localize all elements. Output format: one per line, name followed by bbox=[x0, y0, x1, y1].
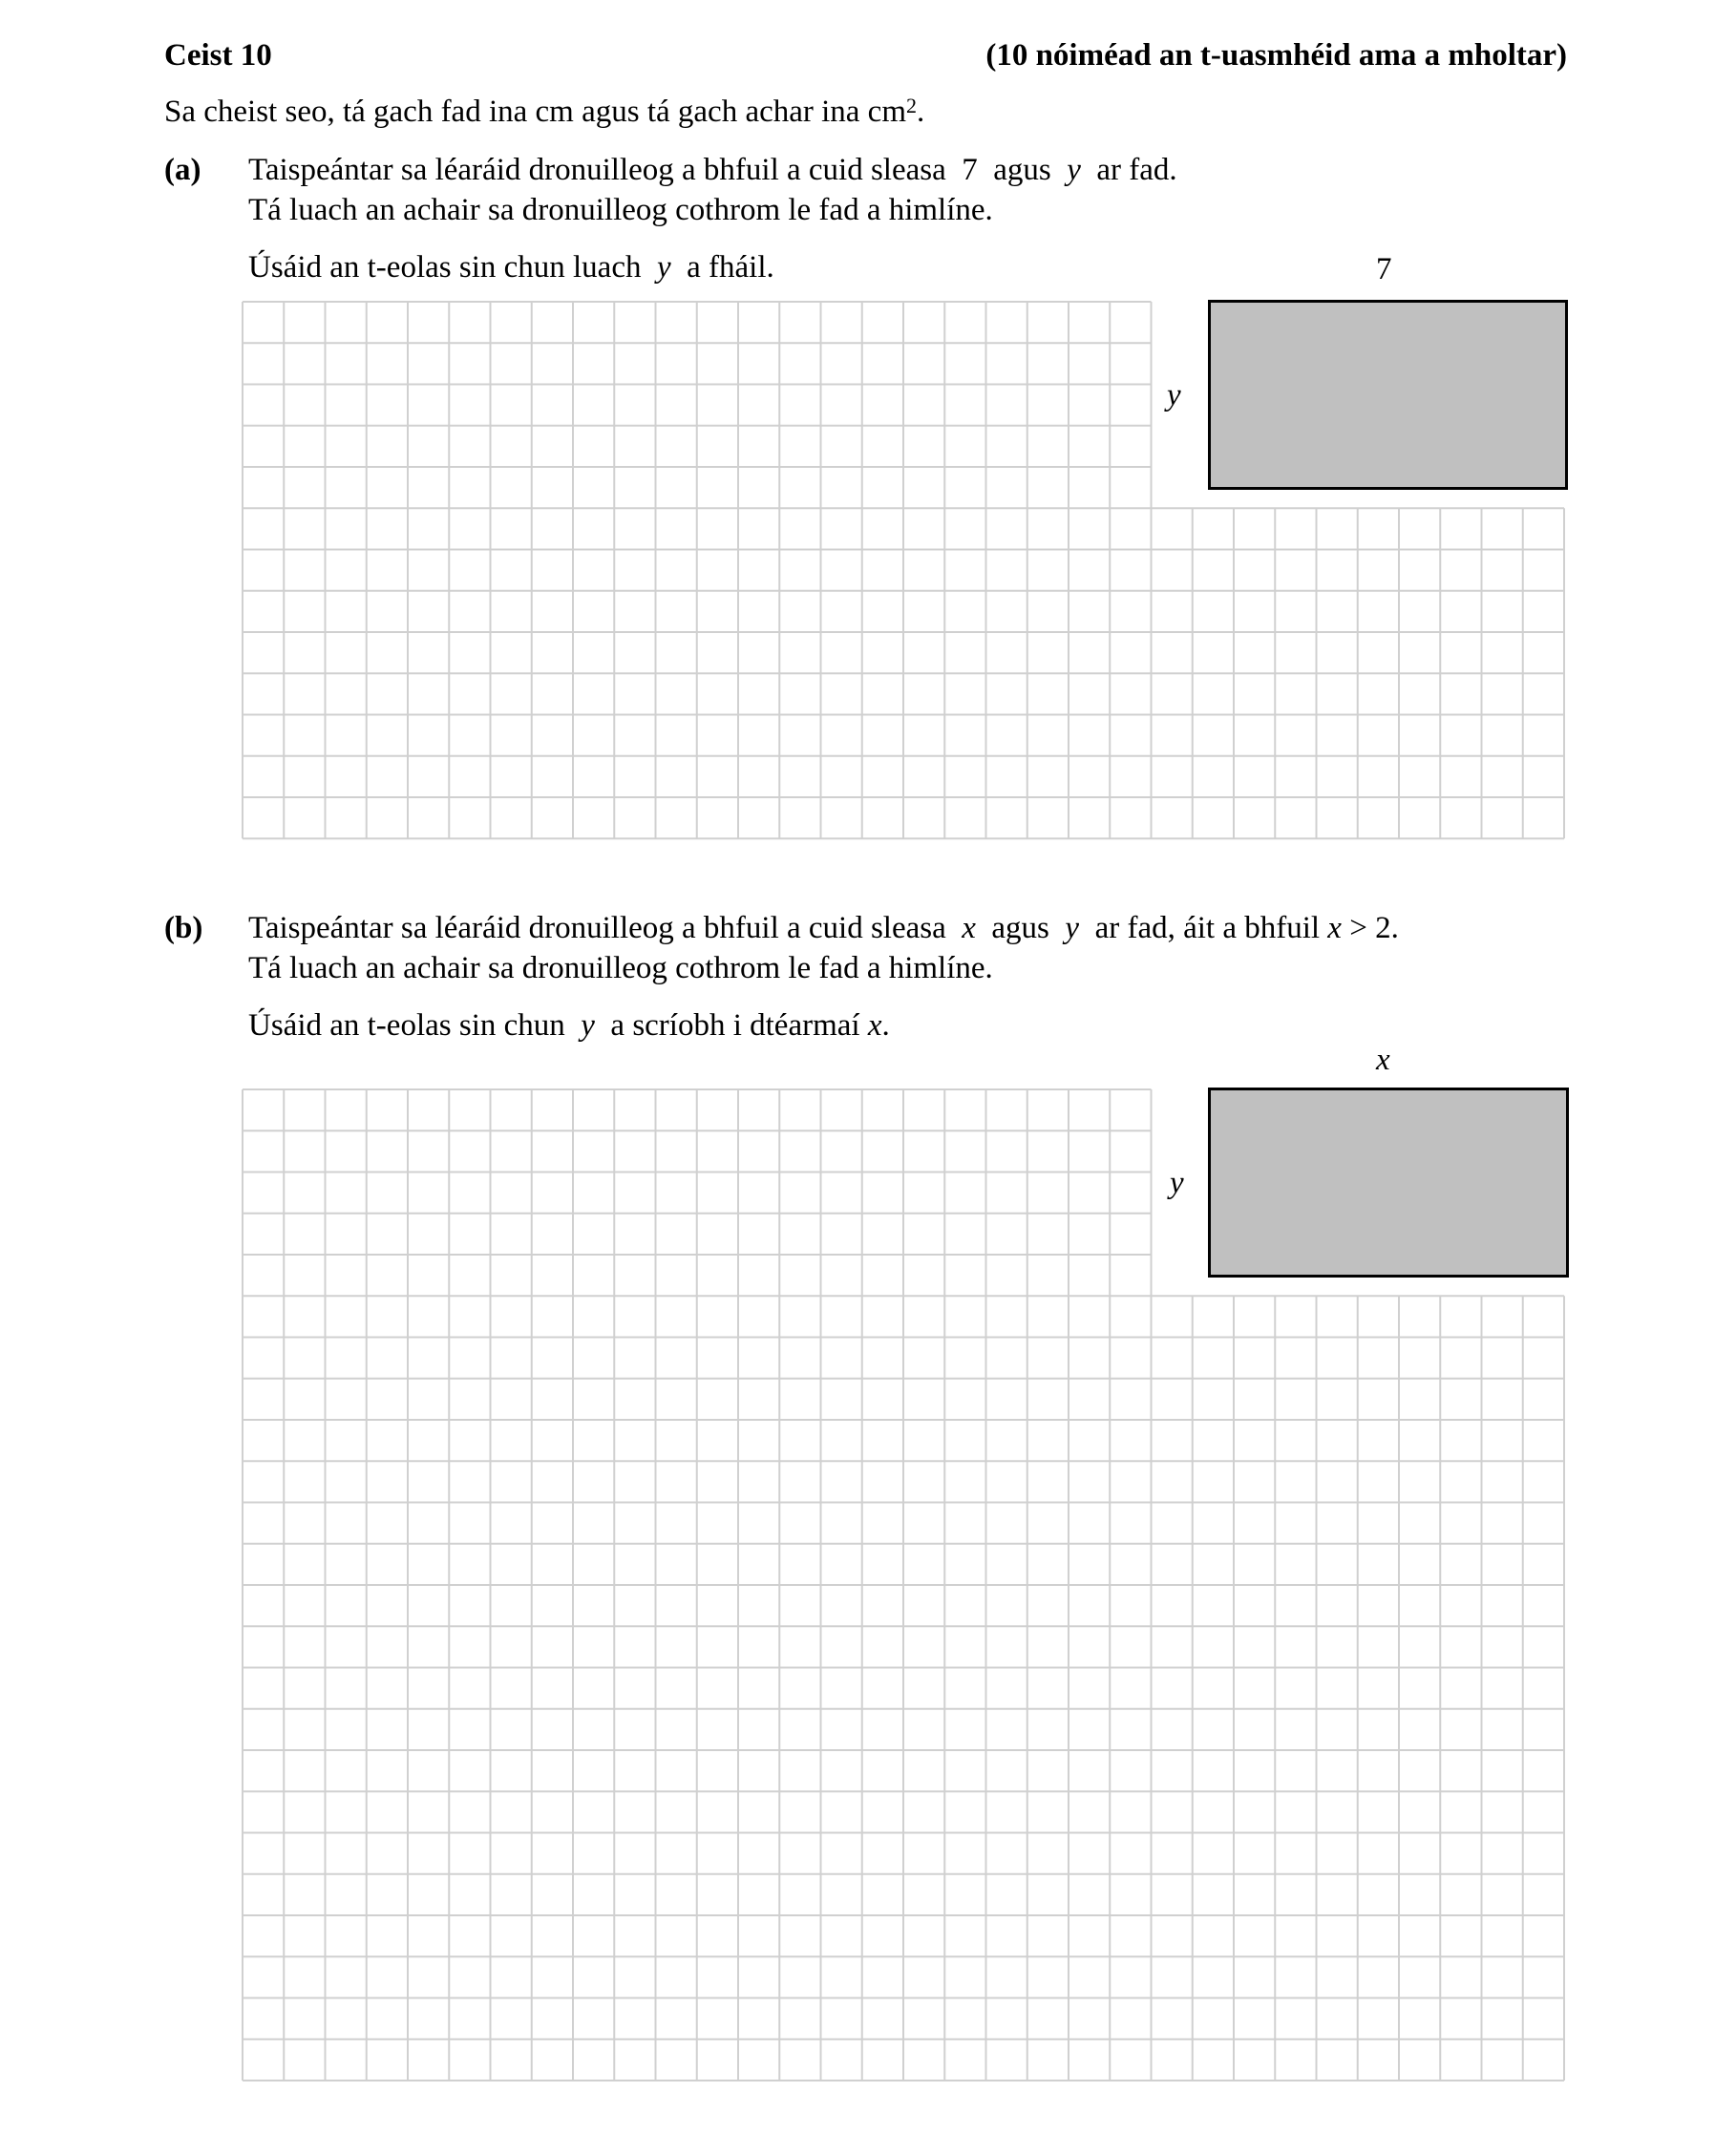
text: Úsáid an t-eolas sin chun luach bbox=[248, 250, 642, 285]
superscript: 2 bbox=[906, 94, 917, 117]
text: Taispeántar sa léaráid dronuilleog a bhfuil a cuid sleasa bbox=[248, 153, 946, 187]
text: agus bbox=[993, 153, 1051, 187]
variable: y bbox=[581, 1008, 595, 1043]
rect-a-width-label: 7 bbox=[1376, 252, 1392, 286]
text: ar fad, áit a bhfuil bbox=[1094, 911, 1321, 945]
part-a-instruction bbox=[248, 248, 774, 286]
text: . bbox=[881, 1008, 890, 1043]
text: a scríobh i dtéarmaí bbox=[610, 1008, 860, 1043]
text: a fháil. bbox=[687, 250, 774, 285]
rectangle-a bbox=[1208, 300, 1568, 490]
intro-end: . bbox=[917, 95, 925, 129]
question-title: Ceist 10 bbox=[164, 38, 272, 73]
part-b-line2: Tá luach an achair sa dronuilleog cothrom le fad a himlíne. bbox=[248, 951, 993, 985]
number: 7 bbox=[962, 153, 978, 187]
intro-main: Sa cheist seo, tá gach fad ina cm agus tá gach achar ina cm bbox=[164, 95, 906, 129]
rect-b-height-label: y bbox=[1170, 1166, 1184, 1200]
part-b-label: (b) bbox=[164, 911, 203, 945]
text: > 2. bbox=[1349, 911, 1399, 945]
variable: y bbox=[1067, 153, 1081, 187]
rect-a-height-label: y bbox=[1167, 378, 1181, 412]
variable: y bbox=[1065, 911, 1080, 945]
time-note: (10 nóiméad an t-uasmhéid ama a mholtar) bbox=[985, 38, 1567, 73]
rect-b-width-label: x bbox=[1376, 1043, 1390, 1077]
part-b-instruction bbox=[248, 1006, 890, 1045]
text: Taispeántar sa léaráid dronuilleog a bhfuil a cuid sleasa bbox=[248, 911, 946, 945]
variable: y bbox=[656, 250, 671, 285]
intro-text bbox=[164, 93, 924, 131]
rectangle-b bbox=[1208, 1088, 1569, 1278]
part-a-label: (a) bbox=[164, 153, 201, 187]
variable: x bbox=[867, 1008, 882, 1043]
text: Úsáid an t-eolas sin chun bbox=[248, 1008, 565, 1043]
variable: x bbox=[962, 911, 976, 945]
part-a-line2: Tá luach an achair sa dronuilleog cothrom le fad a himlíne. bbox=[248, 193, 993, 227]
text: agus bbox=[991, 911, 1049, 945]
part-a-line1 bbox=[248, 151, 1177, 189]
part-b-line1 bbox=[248, 909, 1399, 947]
text: ar fad. bbox=[1096, 153, 1177, 187]
variable: x bbox=[1327, 911, 1342, 945]
